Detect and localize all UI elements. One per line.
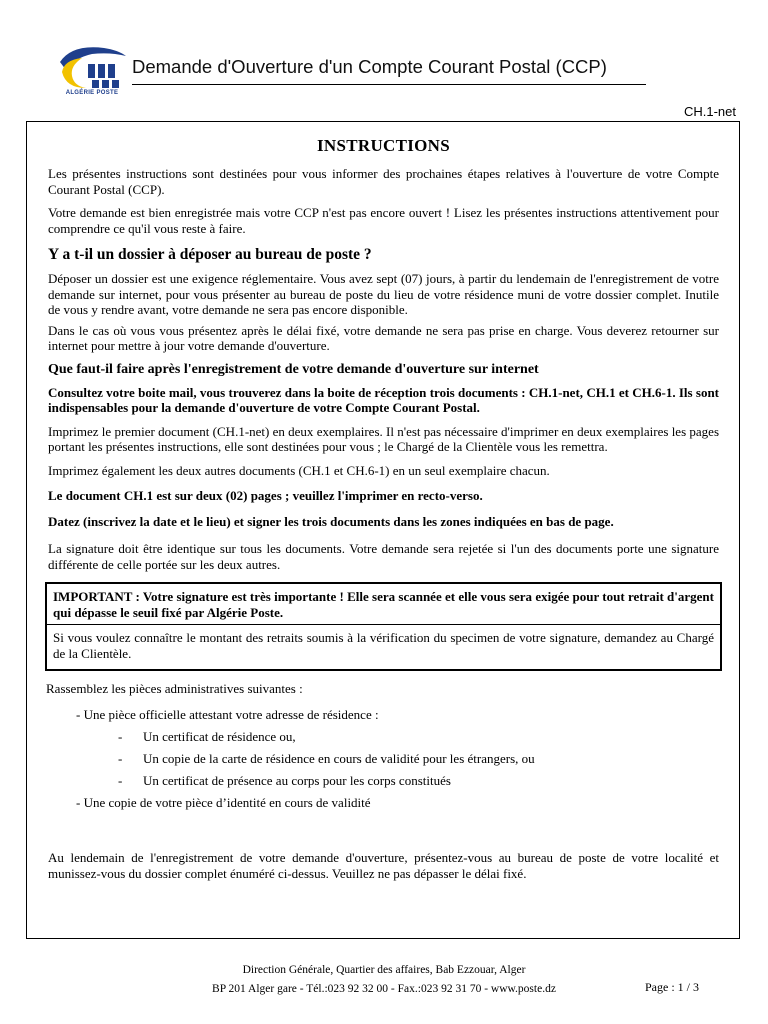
footer-contact: BP 201 Alger gare - Tél.:023 92 32 00 - Fax.:023 92 31 70 - www.poste.dz: [212, 983, 556, 995]
document-code: CH.1-net: [683, 104, 736, 119]
important-notice: IMPORTANT : Votre signature est très importante ! Elle sera scannée et elle vous sera exigée pour tout retrait d'argent qui dépasse le seuil fixé par Algérie Poste.: [53, 589, 714, 620]
list-item-sub: [48, 773, 719, 788]
list-item-sub: [48, 729, 719, 744]
list-item-text: Un copie de la carte de résidence en cours de validité pour les étrangers, ou: [143, 751, 535, 766]
list-item-text: Un certificat de présence au corps pour les corps constitués: [143, 773, 451, 788]
intro-paragraph: Les présentes instructions sont destinées pour vous informer des prochaines étapes relatives à l'ouverture de votre Compte Courant Postal (CCP).: [48, 166, 719, 197]
dossier-paragraph: Déposer un dossier est une exigence réglementaire. Vous avez sept (07) jours, à partir du lendemain de l'enregistrement de votre demande sur internet, pour vous présenter au bureau de poste du lieu de votre résidence muni de votre dossier complet. Inutile de vous y rendre avant, votre demande ne sera pas encore disponible.: [48, 271, 719, 317]
mailbox-paragraph: Consultez votre boite mail, vous trouverez dans la boite de réception trois documents : CH.1-net, CH.1 et CH.6-1. Ils sont indispensables pour la demande d'ouverture de votre Compte Courant Postal.: [48, 384, 719, 415]
list-item-residence: - Une pièce officielle attestant votre adresse de résidence :: [76, 707, 379, 722]
section-heading-dossier: Y a t-il un dossier à déposer au bureau de poste ?: [48, 246, 372, 263]
important-divider: [47, 624, 720, 625]
date-sign-paragraph: Datez (inscrivez la date et le lieu) et signer les trois documents dans les zones indiquées en bas de page.: [48, 513, 614, 529]
status-paragraph: Votre demande est bien enregistrée mais votre CCP n'est pas encore ouvert ! Lisez les présentes instructions attentivement pour comprendre ce qu'il vous reste à faire.: [48, 205, 719, 236]
recto-verso-paragraph: Le document CH.1 est sur deux (02) pages ; veuillez l'imprimer en recto-verso.: [48, 488, 483, 503]
algerie-poste-logo: [52, 42, 132, 104]
closing-paragraph: Au lendemain de l'enregistrement de votre demande d'ouverture, présentez-vous au bureau de poste de votre localité et munissez-vous du dossier complet énuméré ci-dessus. Veuillez ne pas dépasser le délai fixé.: [48, 850, 719, 881]
print-others-paragraph: Imprimez également les deux autres documents (CH.1 et CH.6-1) en un seul exemplaire chacun.: [48, 462, 550, 478]
list-dash: -: [118, 751, 123, 766]
list-item-sub: [48, 751, 719, 766]
section-heading-after-registration: Que faut-il faire après l'enregistrement de votre demande d'ouverture sur internet: [48, 361, 539, 377]
important-detail: Si vous voulez connaître le montant des retraits soumis à la vérification du specimen de votre signature, demandez au Chargé de la Clientèle.: [53, 630, 714, 661]
logo-emblem-icon: [52, 42, 132, 92]
list-item-identity: - Une copie de votre pièce d’identité en cours de validité: [76, 795, 371, 810]
list-dash: -: [118, 773, 123, 788]
signature-paragraph: La signature doit être identique sur tous les documents. Votre demande sera rejetée si l'un des documents porte une signature différente de celle portée sur les deux autres.: [48, 541, 719, 572]
page-number: Page : 1 / 3: [645, 980, 699, 994]
document-title: Demande d'Ouverture d'un Compte Courant Postal (CCP): [132, 56, 646, 85]
instructions-heading: INSTRUCTIONS: [316, 136, 451, 155]
documents-intro: Rassemblez les pièces administratives suivantes :: [46, 681, 303, 696]
important-box: [45, 582, 722, 671]
list-item-text: Un certificat de résidence ou,: [143, 729, 296, 744]
print-paragraph: Imprimez le premier document (CH.1-net) en deux exemplaires. Il n'est pas nécessaire d'imprimer en deux exemplaires les pages portant les présentes instructions, elle sont destinées pour vous ; le Chargé de la Clientèle vous les remettra.: [48, 423, 719, 454]
logo-text: ALGÉRIE POSTE: [65, 90, 119, 96]
footer-address: Direction Générale, Quartier des affaires, Bab Ezzouar, Alger: [242, 964, 526, 976]
list-dash: -: [118, 729, 123, 744]
instructions-content: [48, 130, 719, 889]
delay-paragraph: Dans le cas où vous vous présentez après le délai fixé, votre demande ne sera pas prise en charge. Vous deverez retourner sur internet pour mettre à jour votre demande d'ouverture.: [48, 322, 719, 353]
